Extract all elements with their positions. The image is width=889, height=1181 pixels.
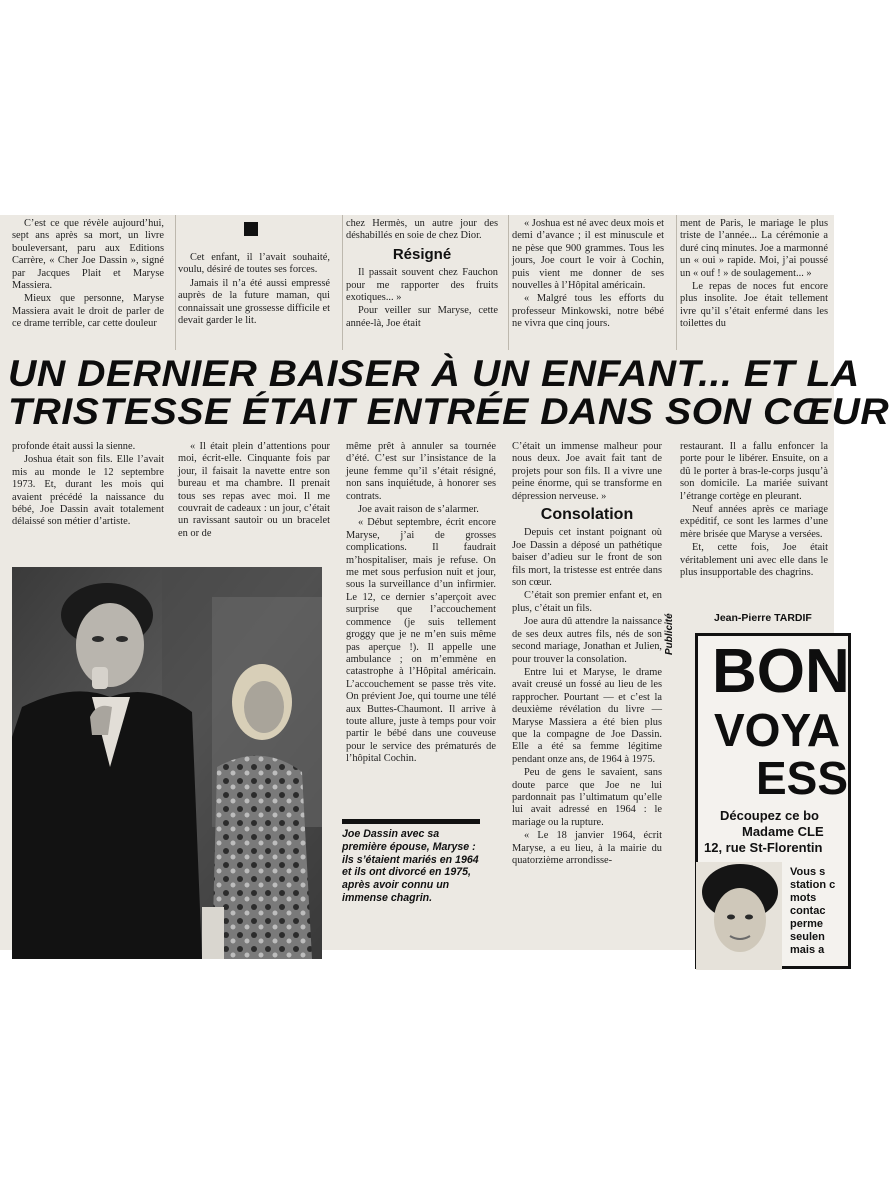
paragraph: Neuf années après ce mariage expéditif, ce sont les larmes d’une mère brisée que Maryse a versées. — [680, 504, 828, 540]
ad-side-line: mais a — [790, 944, 825, 956]
paragraph: « Le 18 janvier 1964, écrit Maryse, a eu lieu, à la mairie du quatorzième arrondisse- — [512, 830, 662, 866]
ad-side-line: Vous s — [790, 866, 826, 878]
paragraph: restaurant. Il a fallu enfoncer la porte pour le libérer. Ensuite, on a dû le porter à bras-le-corps jusqu’à son domicile. La mariée suivant l’étrange cortège en pleurant. — [680, 441, 828, 502]
paragraph: C’était son premier enfant et, en plus, c’était un fils. — [512, 590, 662, 614]
paragraph: Mieux que personne, Maryse Massiera avait le droit de parler de ce drame terrible, car cette douleur — [12, 293, 164, 330]
ad-line-6: 12, rue St-Florentin — [704, 840, 823, 855]
headline-line-2: TRISTESSE ÉTAIT ENTRÉE DANS SON CŒUR — [8, 391, 889, 432]
top-column-4 — [512, 218, 664, 350]
ad-portrait-image — [696, 862, 782, 970]
lower-column-4 — [512, 441, 662, 951]
ad-side-text — [790, 866, 835, 957]
top-column-1 — [12, 218, 164, 350]
headline-line-1: UN DERNIER BAISER À UN ENFANT... ET LA — [8, 353, 860, 394]
photo-illustration — [12, 567, 322, 959]
ad-side-line: mots — [790, 892, 817, 904]
advertisement-label: Publicité — [664, 613, 675, 655]
ad-side-line: perme — [790, 918, 824, 930]
paragraph: profonde était aussi la sienne. — [12, 441, 136, 452]
lower-column-2 — [178, 441, 330, 559]
ad-line-2: VOYA — [714, 704, 841, 756]
top-column-2 — [178, 252, 330, 350]
paragraph: Peu de gens le savaient, sans doute parce que Joe ne lui pardonnait pas l’ultimatum qu’elle lui avait adressé en 1964 : le mariage ou la rupture. — [512, 767, 662, 828]
subheading-consolation: Consolation — [540, 506, 634, 524]
section-marker — [244, 222, 258, 236]
ad-line-1: BON — [712, 637, 850, 706]
paragraph: même prêt à annuler sa tournée d’été. C’est sur l’insistance de la jeune femme qu’il s’était résigné, non sans inquiétude, à honorer ses contrats. — [346, 441, 496, 502]
subheading-resigne: Résigné — [392, 245, 452, 263]
advertisement — [695, 633, 851, 969]
paragraph: C’est ce que révèle aujourd’hui, sept ans après sa mort, un livre bouleversant, paru aux Editions Carrère, « Cher Joe Dassin », signé par Jacques Plait et Maryse Massiera. — [12, 218, 164, 292]
newspaper-clipping — [0, 215, 889, 956]
paragraph: Cet enfant, il l’avait souhaité, voulu, désiré de toutes ses forces. — [178, 252, 330, 276]
ad-side-line: seulen — [790, 931, 825, 943]
paragraph: « Début septembre, écrit encore Maryse, j’ai de grosses complications. Il faudrait m’hospitaliser, mais je refuse. On me met sous perfusion nuit et jour, sous la surveillance d’un infirmier. Le 12, ce dernier s’aperçoit avec surprise que l’accouchement commence (je suis tellement groggy que je ne m’en suis même pas aperçue !). Il appelle une ambulance ; on m’emmène en catastrophe à l’Hôpital américain. L’accouchement se passe très vite. On prévient Joe, qui tourne une télé aux Buttes-Chaumont. Il arrive à toute allure, juste à temps pour voir partir le bébé dans une couveuse pour le service des prématurés de l’hôpital Cochin. — [346, 517, 496, 765]
paragraph: Le repas de noces fut encore plus insolite. Joe était tellement ivre qu’il s’était enfermé dans les toilettes du — [680, 281, 828, 330]
paragraph: C’était un immense malheur pour nous deux. Joe avait fait tant de projets pour son fils. Il a vivre une peine énorme, qui se transforme en dépression nerveuse. » — [512, 441, 662, 502]
ad-side-line: contac — [790, 905, 826, 917]
paragraph: ment de Paris, le mariage le plus triste de l’année... La cérémonie a duré cinq minutes. Joe a marmonné un « oui » rapide. Moi, j’ai poussé un « ouf ! » de soulagement... » — [680, 218, 828, 279]
ad-portrait — [696, 862, 782, 970]
paragraph: Joe avait raison de s’alarmer. — [358, 504, 479, 516]
paragraph: « Il était plein d’attentions pour moi, écrit-elle. Cinquante fois par jour, il faisait la navette entre son bureau et ma chambre. Il prenait tous ses repas avec moi. Il me couvrait de cadeaux : un jour, c’était un ravissant sautoir ou un bracelet en or de — [178, 441, 330, 539]
ad-side-line: station c — [790, 879, 836, 891]
top-column-3 — [346, 218, 498, 350]
top-column-5 — [680, 218, 828, 350]
ad-line-3: ESS — [756, 752, 849, 804]
photo-caption: Joe Dassin avec sa première épouse, Maryse : ils s’étaient mariés en 1964 et ils ont divorcé en 1975, après avoir connu un immense chagrin. — [342, 819, 480, 905]
paragraph: Joshua était son fils. Elle l’avait mis au monde le 12 septembre 1973. Et, durant les mois qui avaient précédé la naissance du bébé, Joe Dassin avait totalement délaissé son métier d’artiste. — [12, 454, 164, 528]
paragraph: Depuis cet instant poignant où Joe Dassin a déposé un pathétique baiser d’adieu sur le front de son fils mort, la tristesse est entrée dans son cœur. — [512, 527, 662, 589]
lower-column-5 — [680, 441, 828, 605]
lower-column-1 — [12, 441, 164, 559]
paragraph: chez Hermès, un autre jour des déshabillés en soie de chez Dior. — [346, 218, 498, 242]
paragraph: Jamais il n’a été aussi empressé auprès de la future maman, qui connaissait une grossesse difficile et devait garder le lit. — [178, 277, 330, 327]
paragraph: Et, cette fois, Joe était véritablement uni avec elle dans le plus insupportable des chagrins. — [680, 542, 828, 579]
lower-column-3 — [346, 441, 496, 817]
ad-line-5: Madame CLE — [742, 824, 824, 839]
photo-joe-dassin-maryse — [12, 567, 322, 959]
paragraph: Il passait souvent chez Fauchon pour me rapporter des fruits exotiques... » — [346, 267, 498, 304]
paragraph: Pour veiller sur Maryse, cette année-là, Joe était — [346, 305, 498, 329]
paragraph: « Malgré tous les efforts du professeur Minkowski, notre bébé ne vivra que cinq jours. — [512, 293, 664, 330]
paragraph: Joe aura dû attendre la naissance de ses deux autres fils, nés de son second mariage, Jonathan et Julien, pour trouver la consolation. — [512, 616, 662, 665]
byline: Jean-Pierre TARDIF — [714, 612, 812, 624]
ad-line-4: Découpez ce bo — [720, 808, 819, 823]
headline — [8, 353, 889, 432]
paragraph: « Joshua est né avec deux mois et demi d’avance ; il est minuscule et ne pèse que 900 grammes. Tous les jours, Joe court le voir à Cochin, puis vient me donner de ses nouvelles à l’Hôpital américain. — [512, 218, 664, 292]
paragraph: Entre lui et Maryse, le drame avait creusé un fossé au lieu de les rapprocher. Pourtant — et c’est la deuxième révélation du livre — Maryse Massiera a été bien plus que la compagne de Joe Dassin. Elle a été sa femme légitime pendant onze ans, de 1964 à 1975. — [512, 666, 662, 765]
